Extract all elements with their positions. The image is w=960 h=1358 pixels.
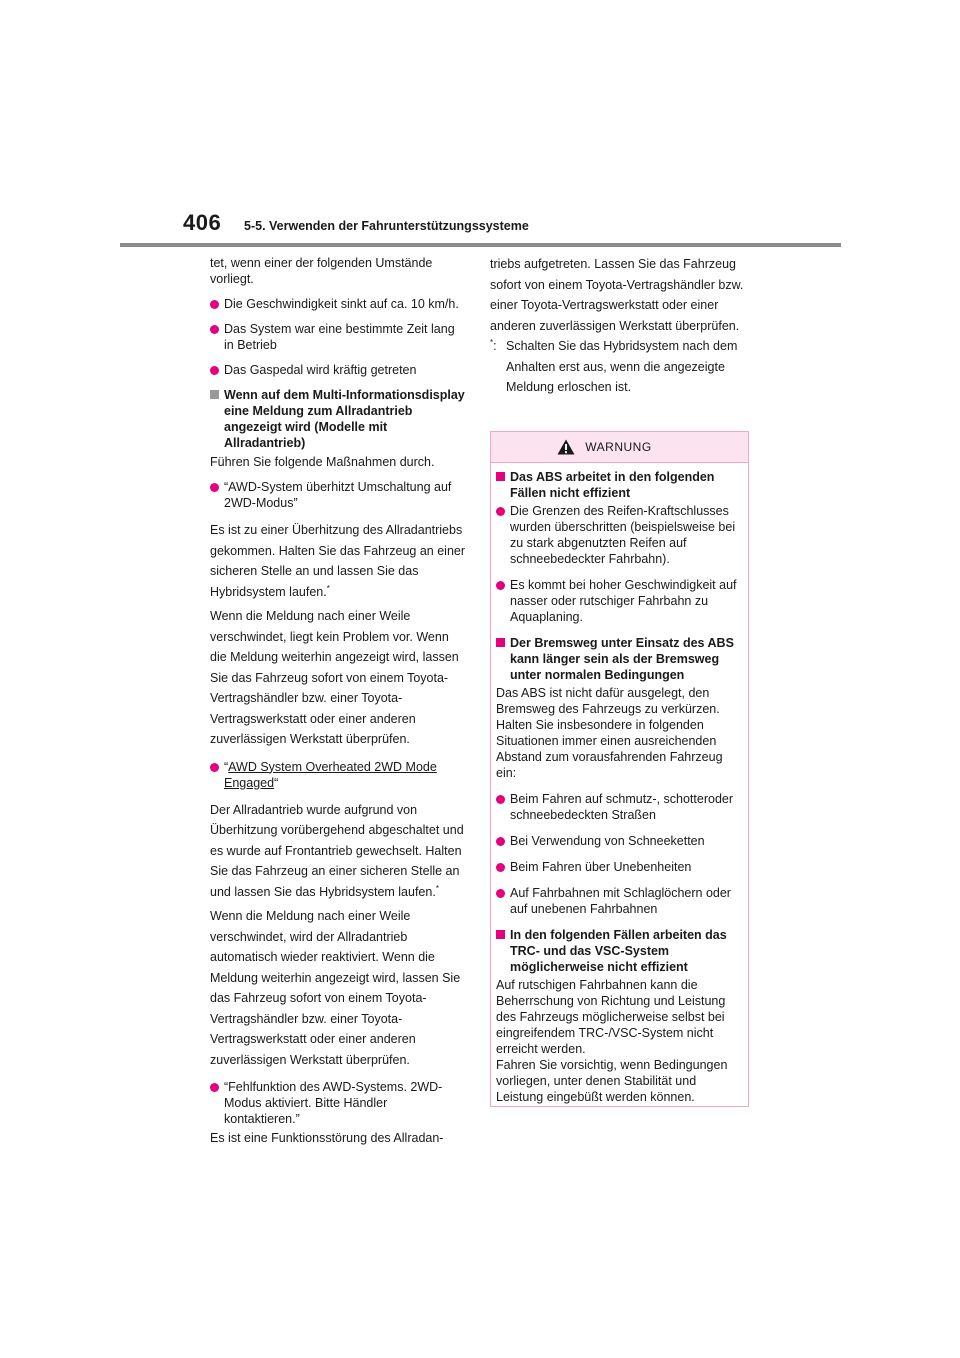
bullet-icon xyxy=(210,1083,219,1092)
list-item: “AWD-System überhitzt Umschaltung auf 2WD-Modus” xyxy=(210,479,466,511)
square-bullet-icon xyxy=(496,472,505,481)
paragraph: Wenn die Meldung nach einer Weile verschwindet, liegt kein Problem vor. Wenn die Meldung weiterhin angezeigt wird, lassen Sie das Fahrzeug sofort von einem Toyota-Vertragshändler bzw. einer Toyota-Vertragswerkstatt oder einer anderen zuverlässigen Werkstatt überprüfen. xyxy=(210,609,459,746)
header-rule xyxy=(120,243,841,247)
bullet-icon xyxy=(496,863,505,872)
list-item: Es kommt bei hoher Geschwindigkeit auf nasser oder rutschiger Fahrbahn zu Aquaplaning. xyxy=(496,577,742,625)
bullet-icon xyxy=(210,300,219,309)
warning-header xyxy=(491,432,748,463)
list-item: “AWD System Overheated 2WD Mode Engaged“ xyxy=(210,759,466,791)
left-column xyxy=(210,255,466,1155)
bullet-icon xyxy=(496,581,505,590)
heading-text: Führen Sie folgende Maßnahmen durch. xyxy=(210,455,435,469)
bullet-icon xyxy=(496,889,505,898)
footnote-mark: * xyxy=(490,337,494,347)
square-bullet-icon xyxy=(210,390,219,399)
paragraph: Es ist zu einer Überhitzung des Allradantriebs gekommen. Halten Sie das Fahrzeug an einer sicheren Stelle an und lassen Sie das Hybridsystem laufen.* xyxy=(210,523,466,599)
bullet-icon xyxy=(496,795,505,804)
list-item: “Fehlfunktion des AWD-Systems. 2WD-Modus aktiviert. Bitte Händler kontaktieren.” xyxy=(210,1079,466,1127)
warning-box xyxy=(490,431,749,1107)
message-link[interactable]: AWD System Overheated 2WD Mode Engaged xyxy=(224,759,437,790)
footnote-ref: * xyxy=(326,583,330,593)
bullet-icon xyxy=(210,325,219,334)
paragraph: Das ABS ist nicht dafür ausgelegt, den Bremsweg des Fahrzeugs zu verkürzen. Halten Sie insbesondere in folgenden Situationen immer einen ausreichenden Abstand zum vorausfahrenden Fahrzeug ein: xyxy=(496,686,723,780)
paragraph: Auf rutschigen Fahrbahnen kann die Beherrschung von Richtung und Leistung des Fahrzeugs möglicherweise selbst bei eingreifendem TRC-/VSC-System nicht erreicht werden. xyxy=(496,978,726,1056)
paragraph: Es ist eine Funktionsstörung des Allradan- xyxy=(210,1131,444,1145)
list-item: Das System war eine bestimmte Zeit lang in Betrieb xyxy=(210,321,466,353)
paragraph: triebs aufgetreten. Lassen Sie das Fahrzeug sofort von einem Toyota-Vertragshändler bzw. einer Toyota-Vertragswerkstatt oder einer anderen zuverlässigen Werkstatt überprüfen. xyxy=(490,257,744,333)
warning-icon xyxy=(557,439,575,455)
footnote-ref: * xyxy=(435,883,439,893)
warning-heading: Der Bremsweg unter Einsatz des ABS kann länger sein als der Bremsweg unter normalen Bedingungen xyxy=(496,635,742,683)
awd-message-heading: Wenn auf dem Multi-Informationsdisplay eine Meldung zum Allradantrieb angezeigt wird (Modelle mit Allradantrieb) xyxy=(210,387,466,451)
list-item: Beim Fahren über Unebenheiten xyxy=(496,859,742,875)
bullet-icon xyxy=(210,366,219,375)
list-item: Bei Verwendung von Schneeketten xyxy=(496,833,742,849)
page-number: 406 xyxy=(183,210,222,235)
list-item: Die Grenzen des Reifen-Kraftschlusses wurden überschritten (beispielsweise bei zu stark abgenutzten Reifen auf schneebedeckter Fahrbahn). xyxy=(496,503,742,567)
warning-body xyxy=(491,463,748,1105)
list-item: Beim Fahren auf schmutz-, schotteroder schneebedeckten Straßen xyxy=(496,791,742,823)
paragraph: Fahren Sie vorsichtig, wenn Bedingungen vorliegen, unter denen Stabilität und Leistung eingebüßt werden können. xyxy=(496,1058,728,1104)
list-item: Auf Fahrbahnen mit Schlaglöchern oder auf unebenen Fahrbahnen xyxy=(496,885,742,917)
intro-text: tet, wenn einer der folgenden Umstände vorliegt. xyxy=(210,256,433,286)
bullet-icon xyxy=(210,483,219,492)
bullet-icon xyxy=(210,763,219,772)
square-bullet-icon xyxy=(496,638,505,647)
footnote-text: Schalten Sie das Hybridsystem nach dem Anhalten erst aus, wenn die angezeigte Meldung erloschen ist. xyxy=(506,339,738,394)
footnote: *: Schalten Sie das Hybridsystem nach dem Anhalten erst aus, wenn die angezeigte Meldung erloschen ist. xyxy=(490,336,752,398)
list-item: Die Geschwindigkeit sinkt auf ca. 10 km/h. xyxy=(210,296,466,312)
warning-heading: In den folgenden Fällen arbeiten das TRC- und das VSC-System möglicherweise nicht effizient xyxy=(496,927,742,975)
section-title: 5-5. Verwenden der Fahrunterstützungssysteme xyxy=(244,219,529,233)
list-item: Das Gaspedal wird kräftig getreten xyxy=(210,362,466,378)
paragraph: Der Allradantrieb wurde aufgrund von Überhitzung vorübergehend abgeschaltet und es wurde auf Frontantrieb gewechselt. Halten Sie das Fahrzeug an einer sicheren Stelle an und lassen Sie das Hybridsystem laufen.* xyxy=(210,802,464,899)
bullet-icon xyxy=(496,507,505,516)
paragraph: Wenn die Meldung nach einer Weile verschwindet, wird der Allradantrieb automatisch wieder reaktiviert. Wenn die Meldung weiterhin angezeigt wird, lassen Sie das Fahrzeug sofort von einem Toyota-Vertragshändler bzw. einer Toyota-Vertragswerkstatt oder einer anderen zuverlässigen Werkstatt überprüfen. xyxy=(210,909,461,1067)
bullet-icon xyxy=(496,837,505,846)
warning-title: WARNUNG xyxy=(585,440,652,454)
square-bullet-icon xyxy=(496,930,505,939)
right-column xyxy=(490,255,752,398)
warning-heading: Das ABS arbeitet in den folgenden Fällen nicht effizient xyxy=(496,469,742,501)
